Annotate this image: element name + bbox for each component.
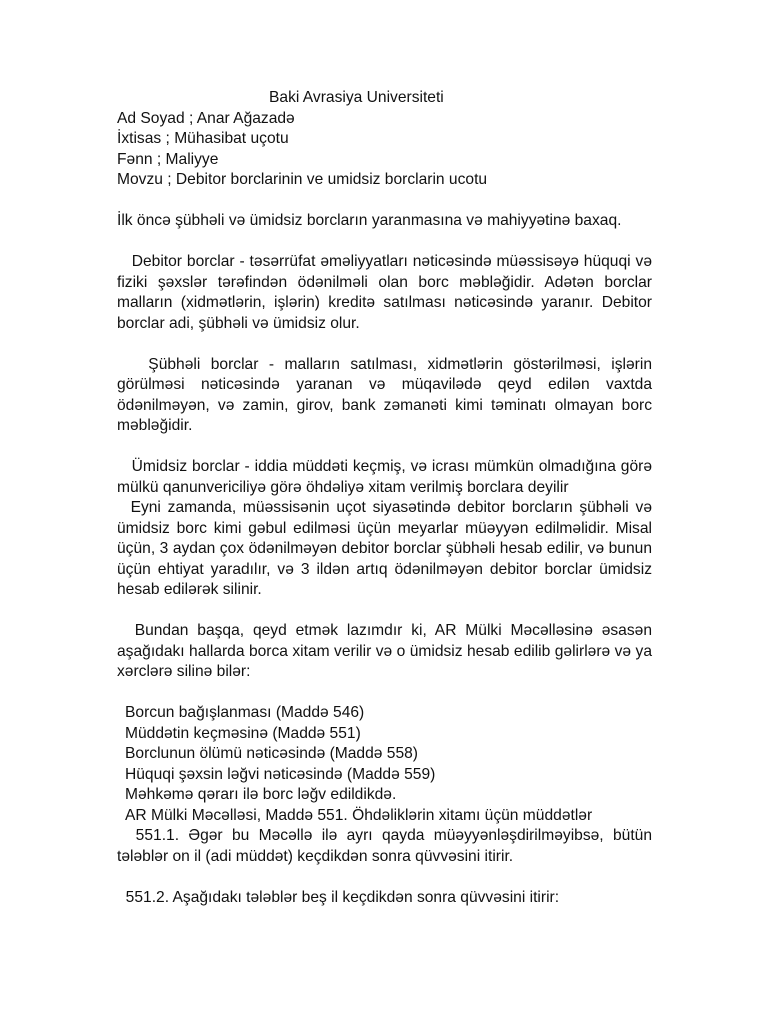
spacer <box>117 334 652 355</box>
spacer <box>117 867 652 888</box>
spacer <box>117 437 652 458</box>
list-item: Borcun bağışlanması (Maddə 546) <box>125 704 365 721</box>
article-551-1: 551.1. Əgər bu Məcəllə ilə ayrı qayda müəyyənləşdirilməyibsə, bütün tələblər on il (adi müddət) keçdikdən sonra qüvvəsini itirir. <box>117 827 657 865</box>
list-item: AR Mülki Məcəlləsi, Maddə 551. Öhdəliklərin xitamı üçün müddətlər <box>125 806 593 824</box>
article-551-2: 551.2. Aşağıdakı tələblər beş il keçdikdən sonra qüvvəsini itirir: <box>117 888 560 906</box>
hopeless-paragraph: Ümidsiz borclar - iddia müddəti keçmiş, və icrası mümkün olmadığına görə mülkü qanunvericiliyə görə öhdəliyə xitam verilmiş borclara deyilir <box>117 458 657 496</box>
subject-line: Fənn ; Maliyye <box>117 150 219 168</box>
specialty-line: İxtisas ; Mühasibat uçotu <box>117 130 289 147</box>
spacer <box>117 683 652 704</box>
name-line: Ad Soyad ; Anar Ağazadə <box>117 109 295 127</box>
list-item: Borclunun ölümü nəticəsində (Maddə 558) <box>125 745 418 762</box>
spacer <box>117 601 652 622</box>
university-title: Baki Avrasiya Universiteti <box>269 89 444 106</box>
civil-code-paragraph: Bundan başqa, qeyd etmək lazımdır ki, AR Mülki Məcəlləsinə əsasən aşağıdakı hallarda borca xitam verilir və o ümidsiz hesab edilib gəlirlərə və ya xərclərə silinə bilər: <box>117 622 657 680</box>
spacer <box>117 232 652 253</box>
list-item: Məhkəmə qərarı ilə borc ləğv edildikdə. <box>125 786 397 803</box>
topic-line: Movzu ; Debitor borclarinin ve umidsiz borclarin ucotu <box>117 171 488 188</box>
policy-paragraph: Eyni zamanda, müəssisənin uçot siyasətində debitor borcların şübhəli və ümidsiz borc kimi gəbul edilməsi üçün meyarlar müəyyən edilməlidir. Misal üçün, 3 aydan çox ödənilməyən debitor borclar şübhəli hesab edilir, və bunun üçün ehtiyat yaradılır, və 3 ildən artıq ödənilməyən debitor borclar ümidsiz hesab edilərək silinir. <box>117 499 657 598</box>
document-body <box>117 88 657 908</box>
cases-list <box>117 703 652 826</box>
list-item: Müddətin keçməsinə (Maddə 551) <box>125 724 361 742</box>
intro-line: İlk öncə şübhəli və ümidsiz borcların yaranmasına və mahiyyətinə baxaq. <box>117 212 622 229</box>
spacer <box>117 191 652 212</box>
doubtful-paragraph: Şübhəli borclar - malların satılması, xidmətlərin göstərilməsi, işlərin görülməsi nəticəsində yaranan və müqavilədə qeyd edilən vaxtda ödənilməyən, və zamin, girov, bank zəmanəti kimi təminatı olmayan borc məbləğidir. <box>117 355 657 434</box>
debtor-paragraph: Debitor borclar - təsərrüfat əməliyyatları nəticəsində müəssisəyə hüquqi və fiziki şəxslər tərəfindən ödənilməli olan borc məbləğidir. Adətən borclar malların (xidmətlərin, işlərin) kreditə satılması nəticəsində yaranır. Debitor borclar adi, şübhəli və ümidsiz olur. <box>117 253 657 332</box>
list-item: Hüquqi şəxsin ləğvi nəticəsində (Maddə 559) <box>125 765 436 783</box>
